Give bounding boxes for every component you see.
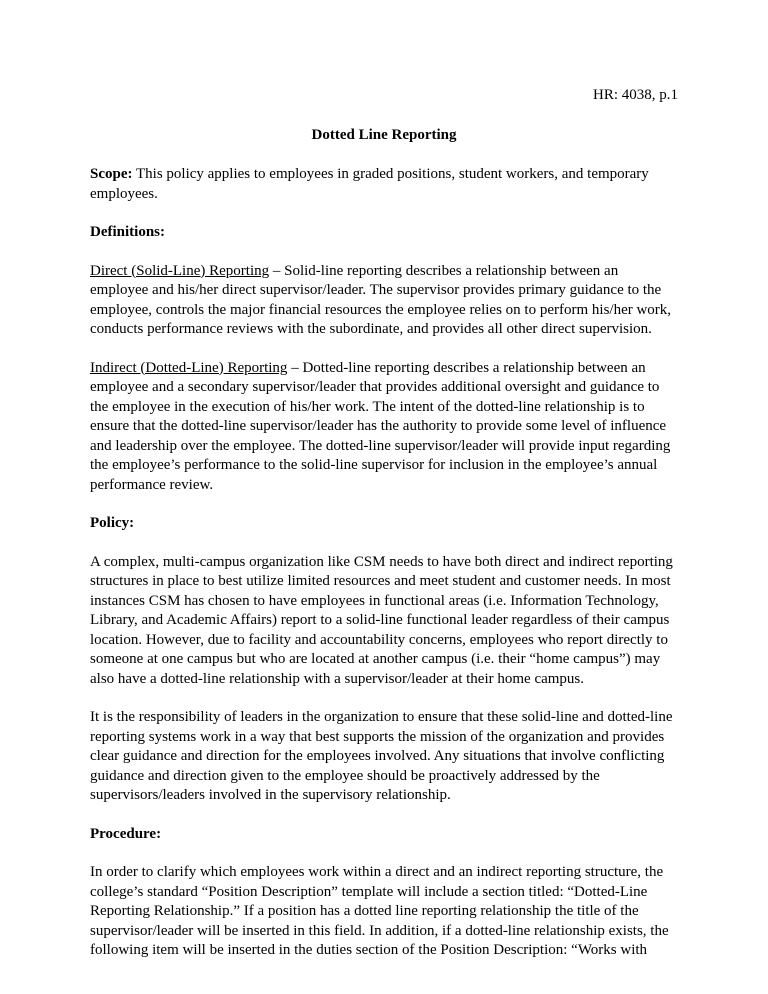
- policy-heading: Policy:: [90, 515, 135, 531]
- indirect-reporting-paragraph: [90, 359, 678, 496]
- procedure-heading: Procedure:: [90, 825, 162, 842]
- scope-paragraph: [90, 165, 678, 204]
- direct-reporting-term: Direct (Solid-Line) Reporting: [90, 262, 270, 279]
- direct-reporting-paragraph: [90, 262, 678, 340]
- indirect-reporting-text: – Dotted-line reporting describes a relationship between an employee and a secondary supervisor/leader that provides additional oversight and guidance to the employee in the execution of his/her work. The intent of the dotted-line relationship is to ensure that the dotted-line supervisor/leader has the authority to provide some level of influence and leadership over the employee. The dotted-line supervisor/leader will provide input regarding the employee’s performance to the solid-line supervisor for inclusion in the employee’s annual performance review.: [90, 359, 671, 493]
- document-title: Dotted Line Reporting: [311, 126, 457, 143]
- direct-reporting-text: – Solid-line reporting describes a relationship between an employee and his/her direct supervisor/leader. The supervisor provides primary guidance to the employee, controls the major financial resources the employee relies on to perform his/her work, conducts performance reviews with the subordinate, and provides all other direct supervision.: [90, 262, 672, 337]
- page-header-reference: HR: 4038, p.1: [592, 87, 678, 103]
- procedure-paragraph-1: In order to clarify which employees work within a direct and an indirect reporting structure, the college’s standard “Position Description” template will include a section titled: “Dotted-Line Reporting Relationship.” If a position has a dotted line reporting relationship the title of the supervisor/leader will be inserted in this field. In addition, if a dotted-line relationship exists, the following item will be inserted in the duties section of the Position Description: “Works with: [90, 864, 669, 958]
- policy-paragraph-2: It is the responsibility of leaders in the organization to ensure that these solid-line and dotted-line reporting systems work in a way that best supports the mission of the organization and provides clear guidance and direction for the employees involved. Any situations that involve conflicting guidance and direction given to the employee should be proactively addressed by the supervisors/leaders involved in the supervisory relationship.: [90, 709, 673, 803]
- definitions-heading: Definitions:: [90, 224, 165, 240]
- scope-text: This policy applies to employees in graded positions, student workers, and temporary employees.: [90, 166, 649, 202]
- scope-label: Scope:: [90, 166, 133, 182]
- indirect-reporting-term: Indirect (Dotted-Line) Reporting: [90, 359, 288, 376]
- policy-paragraph-1: A complex, multi-campus organization like CSM needs to have both direct and indirect reporting structures in place to best utilize limited resources and meet student and customer needs. In most instances CSM has chosen to have employees in functional areas (i.e. Information Technology, Library, and Academic Affairs) report to a solid-line functional leader regardless of their campus location. However, due to facility and accountability concerns, employees who report directly to someone at one campus but who are located at another campus (i.e. their “home campus”) may also have a dotted-line relationship with a supervisor/leader at their home campus.: [90, 553, 673, 687]
